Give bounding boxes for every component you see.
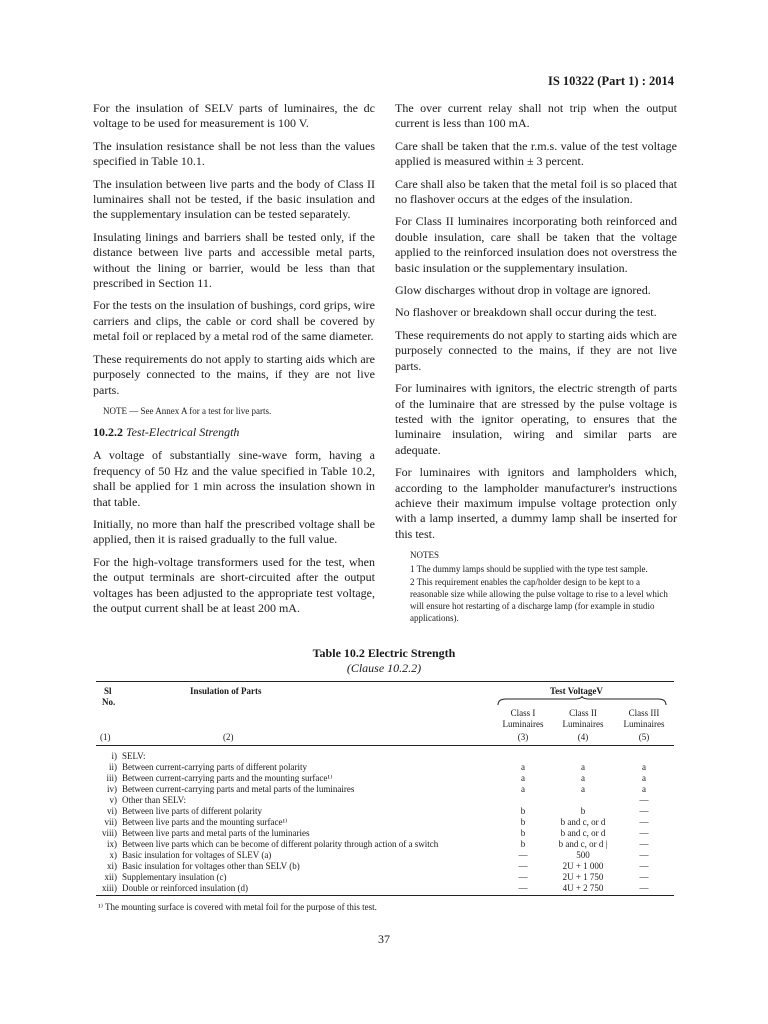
class3-value: — bbox=[639, 839, 649, 849]
table-row bbox=[96, 839, 674, 850]
row-number: xi) bbox=[107, 861, 117, 871]
row-description: SELV: bbox=[122, 751, 146, 761]
row-description: Double or reinforced insulation (d) bbox=[122, 883, 248, 893]
section-number: 10.2.2 bbox=[93, 424, 123, 439]
table-row bbox=[96, 762, 674, 773]
row-number: iv) bbox=[107, 784, 117, 794]
class3-value: — bbox=[639, 883, 649, 893]
class1-value: — bbox=[518, 872, 528, 882]
paragraph: For Class II luminaires incorporating both reinforced and double insulation, care shall be taken that the voltage applied to the reinforced insulation does not overstress the basic insulation or the supplementary insulation. bbox=[395, 214, 677, 275]
paragraph: Insulating linings and barriers shall be tested only, if the distance between live parts and accessible metal parts, without the lining or barrier, would be less than that prescribed in Section 11. bbox=[93, 229, 375, 291]
row-number: xiii) bbox=[102, 883, 117, 893]
table-row bbox=[96, 828, 674, 839]
class2-value: 4U + 2 750 bbox=[562, 883, 604, 893]
row-number: vii) bbox=[104, 817, 117, 827]
standard-header: IS 10322 (Part 1) : 2014 bbox=[547, 74, 674, 88]
note-2: 2 This requirement enables the cap/holder design to be kept to a reasonable size while allowing the pulse voltage to rise to a level which will ensure hot restarting of a discharge lamp (for example in studio applications). bbox=[410, 577, 668, 624]
section-title: Test-Electrical Strength bbox=[126, 424, 240, 439]
table-row bbox=[96, 861, 674, 872]
paragraph: The insulation between live parts and the body of Class II luminaires shall not be tested, if the basic insulation and the supplementary insulation can be tested separately. bbox=[93, 176, 375, 222]
class1-value: a bbox=[521, 784, 525, 794]
header-class3-sub: Luminaires bbox=[623, 719, 665, 729]
right-column bbox=[395, 101, 677, 625]
table-bottom-rule bbox=[96, 895, 674, 896]
row-description: Between current-carrying parts and the mounting surface¹⁾ bbox=[122, 773, 333, 783]
paragraph: For the tests on the insulation of bushings, cord grips, wire carriers and clips, the cable or cord shall be covered by metal foil or replaced by a metal rod of the same diameter. bbox=[93, 298, 375, 344]
paragraph: For luminaires with ignitors, the electric strength of parts of the luminaire that are stressed by the pulse voltage is tested with the ignitor operating, to ensures that the luminaire insulation, wiring and similar parts are adequate. bbox=[395, 381, 677, 457]
row-description: Supplementary insulation (c) bbox=[122, 872, 227, 882]
header-class2-sub: Luminaires bbox=[562, 719, 604, 729]
section-heading bbox=[93, 425, 375, 440]
class2-value: b and c, or d | bbox=[558, 839, 608, 849]
table-row bbox=[96, 817, 674, 828]
row-description: Between live parts which can be become of different polarity through action of a switch bbox=[122, 839, 439, 849]
class2-value: 500 bbox=[576, 850, 590, 860]
class3-value: — bbox=[639, 850, 649, 860]
row-description: Other than SELV: bbox=[122, 795, 186, 805]
class3-value: a bbox=[642, 784, 646, 794]
class2-value: 2U + 1 750 bbox=[562, 872, 604, 882]
class3-value: — bbox=[639, 806, 649, 816]
notes-heading: NOTES bbox=[410, 550, 439, 561]
class2-value: b and c, or d bbox=[560, 817, 606, 827]
header-class2: Class II bbox=[569, 708, 597, 718]
header-insulation: Insulation of Parts bbox=[190, 686, 262, 696]
class2-value: a bbox=[581, 773, 585, 783]
table-row bbox=[96, 883, 674, 894]
table-row bbox=[96, 784, 674, 795]
class2-value: b and c, or d bbox=[560, 828, 606, 838]
class1-value: — bbox=[518, 850, 528, 860]
class3-value: a bbox=[642, 773, 646, 783]
paragraph: For the high-voltage transformers used for the test, when the output terminals are short-circuited after the output voltages has been adjusted to the appropriate test voltage, the output current shall be at least 200 mA. bbox=[93, 554, 375, 615]
class1-value: a bbox=[521, 762, 525, 772]
paragraph: The insulation resistance shall be not less than the values specified in Table 10.1. bbox=[93, 138, 375, 169]
row-number: v) bbox=[109, 795, 117, 805]
header-test-voltage: Test VoltageV bbox=[550, 686, 603, 696]
page-number: 37 bbox=[378, 932, 390, 946]
table-row bbox=[96, 872, 674, 883]
class3-value: — bbox=[639, 795, 649, 805]
table-row bbox=[96, 751, 674, 762]
class3-value: — bbox=[639, 861, 649, 871]
row-description: Basic insulation for voltages other than SELV (b) bbox=[122, 861, 300, 871]
row-description: Between current-carrying parts of different polarity bbox=[122, 762, 308, 772]
left-column bbox=[93, 101, 375, 623]
table-footnote: ¹⁾ The mounting surface is covered with metal foil for the purpose of this test. bbox=[98, 902, 377, 912]
brace-icon bbox=[496, 696, 668, 706]
class1-value: b bbox=[520, 806, 526, 816]
class3-value: — bbox=[639, 828, 649, 838]
row-number: x) bbox=[109, 850, 117, 860]
row-description: Between live parts and metal parts of the luminaries bbox=[122, 828, 310, 838]
row-number: iii) bbox=[106, 773, 117, 783]
row-description: Between live parts of different polarity bbox=[122, 806, 263, 816]
paragraph: Glow discharges without drop in voltage are ignored. bbox=[395, 283, 651, 298]
header-bottom-rule bbox=[96, 745, 674, 746]
class3-value: — bbox=[639, 817, 649, 827]
col-index-4: (4) bbox=[577, 732, 589, 742]
class1-value: — bbox=[518, 861, 528, 871]
class1-value: b bbox=[520, 828, 526, 838]
row-description: Between live parts and the mounting surface¹⁾ bbox=[122, 817, 288, 827]
row-number: vi) bbox=[107, 806, 117, 816]
table-row bbox=[96, 806, 674, 817]
class2-value: b bbox=[580, 806, 586, 816]
paragraph: These requirements do not apply to starting aids which are purposely connected to the mains, if they are not live parts. bbox=[93, 351, 375, 397]
header-no: No. bbox=[102, 697, 116, 707]
table-top-rule bbox=[96, 681, 674, 682]
class2-value: a bbox=[581, 762, 585, 772]
col-index-3: (3) bbox=[517, 732, 529, 742]
row-number: ix) bbox=[107, 839, 117, 849]
notes-block bbox=[410, 549, 677, 624]
paragraph: A voltage of substantially sine-wave form, having a frequency of 50 Hz and the value specified in Table 10.2, shall be applied for 1 min across the insulation shown in that table. bbox=[93, 448, 375, 509]
table-caption bbox=[0, 646, 768, 676]
col-index-2: (2) bbox=[223, 732, 234, 742]
row-number: viii) bbox=[102, 828, 117, 838]
class1-value: — bbox=[518, 883, 528, 893]
col-index-5: (5) bbox=[638, 732, 650, 742]
header-class3: Class III bbox=[628, 708, 660, 718]
row-number: xii) bbox=[104, 872, 117, 882]
table-row bbox=[96, 850, 674, 861]
row-number: ii) bbox=[109, 762, 117, 772]
note-1: 1 The dummy lamps should be supplied with the type test sample. bbox=[410, 564, 648, 575]
header-class1-sub: Luminaires bbox=[502, 719, 544, 729]
row-number: i) bbox=[111, 751, 117, 761]
class3-value: a bbox=[642, 762, 646, 772]
class1-value: b bbox=[520, 817, 526, 827]
note: NOTE — See Annex A for a test for live parts. bbox=[103, 405, 272, 416]
table-subtitle: (Clause 10.2.2) bbox=[346, 661, 422, 675]
table-row bbox=[96, 773, 674, 784]
table-title: Table 10.2 Electric Strength bbox=[312, 646, 456, 660]
class1-value: b bbox=[520, 839, 526, 849]
header-class1: Class I bbox=[510, 708, 536, 718]
paragraph: No flashover or breakdown shall occur during the test. bbox=[395, 305, 657, 320]
header-sl: Sl bbox=[104, 686, 112, 696]
paragraph: For luminaires with ignitors and lampholders which, according to the lampholder manufacturer's instructions achieve their maximum impulse voltage protection only with a lamp inserted, a dummy lamp shall be inserted for this test. bbox=[395, 465, 677, 541]
row-description: Basic insulation for voltages of SLEV (a) bbox=[122, 850, 272, 860]
paragraph: Care shall be taken that the r.m.s. value of the test voltage applied is measured within ± 3 percent. bbox=[395, 138, 677, 169]
table-row bbox=[96, 795, 674, 806]
paragraph: These requirements do not apply to starting aids which are purposely connected to the mains, if they are not live parts. bbox=[395, 327, 677, 373]
col-index-1: (1) bbox=[100, 732, 111, 742]
paragraph: Initially, no more than half the prescribed voltage shall be applied, then it is raised gradually to the full value. bbox=[93, 516, 375, 547]
class1-value: a bbox=[521, 773, 525, 783]
class3-value: — bbox=[639, 872, 649, 882]
paragraph: The over current relay shall not trip when the output current is less than 100 mA. bbox=[395, 101, 677, 131]
paragraph: Care shall also be taken that the metal foil is so placed that no flashover occurs at the edges of the insulation. bbox=[395, 176, 677, 207]
class2-value: 2U + 1 000 bbox=[562, 861, 604, 871]
paragraph: For the insulation of SELV parts of luminaires, the dc voltage to be used for measurement is 100 V. bbox=[93, 101, 375, 131]
row-description: Between current-carrying parts and metal parts of the luminaires bbox=[122, 784, 355, 794]
class2-value: a bbox=[581, 784, 585, 794]
